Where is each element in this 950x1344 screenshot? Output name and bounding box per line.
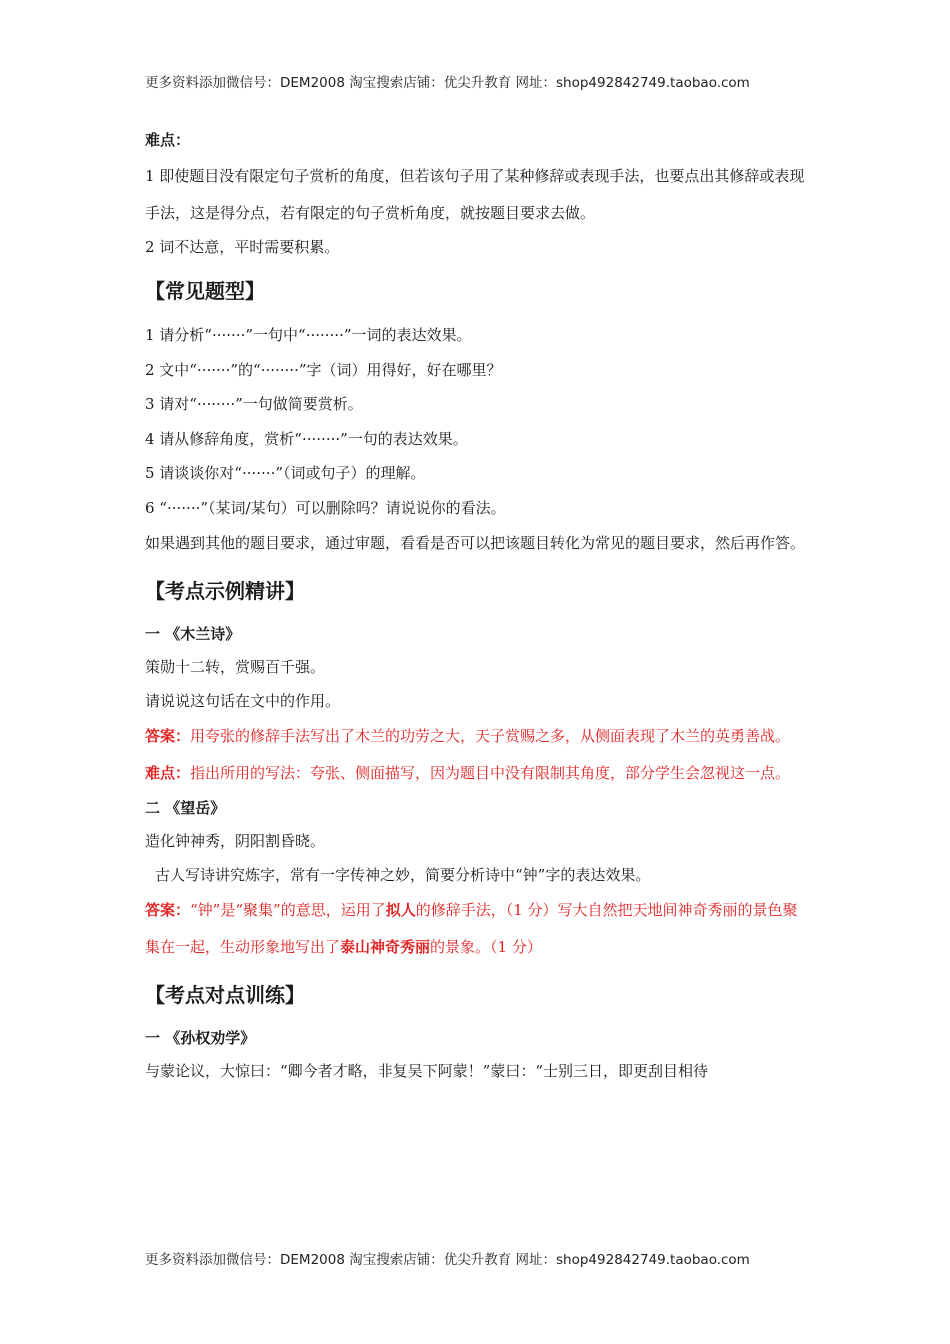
common-types-heading: 【常见题型】 bbox=[145, 279, 265, 303]
training-heading: 【考点对点训练】 bbox=[145, 983, 305, 1007]
answer-label: 答案： bbox=[145, 901, 191, 919]
answer-text: 的修辞手法，（1 分）写大自然把天地间神奇秀丽的景色聚集在一起，生动形象地写出了 bbox=[145, 901, 798, 956]
difficulty-label: 难点： bbox=[145, 764, 191, 782]
common-type-item: 5 请谈谈你对“·······”（词或句子）的理解。 bbox=[145, 464, 426, 482]
examples-heading: 【考点示例精讲】 bbox=[145, 579, 305, 603]
common-types-note: 如果遇到其他的题目要求，通过审题，看看是否可以把该题目转化为常见的题目要求，然后再作答。 bbox=[145, 534, 806, 552]
training-1-title: 一 《孙权劝学》 bbox=[145, 1029, 256, 1047]
answer-emphasis: 泰山神奇秀丽 bbox=[340, 938, 431, 956]
common-type-item: 2 文中“·······”的“········”字（词）用得好，好在哪里？ bbox=[145, 360, 502, 379]
answer-text: “钟”是“聚集”的意思，运用了 bbox=[190, 901, 386, 919]
document-body bbox=[145, 126, 810, 1088]
answer-text: 用夸张的修辞手法写出了木兰的功劳之大，天子赏赐之多，从侧面表现了木兰的英勇善战。 bbox=[190, 727, 791, 745]
example-2-line-2: 古人写诗讲究炼字，常有一字传神之妙，简要分析诗中“钟”字的表达效果。 bbox=[155, 866, 651, 884]
example-2-answer bbox=[145, 892, 810, 966]
example-1-line-2: 请说说这句话在文中的作用。 bbox=[145, 692, 341, 710]
answer-text: 的景象。（1 分） bbox=[430, 938, 542, 956]
common-type-item: 6 “·······”（某词/某句）可以删除吗？请说说你的看法。 bbox=[145, 498, 506, 517]
page-header: 更多资料添加微信号：DEM2008 淘宝搜索店铺：优尖升教育 网址：shop492842749.taobao.com bbox=[145, 75, 750, 91]
difficulty-item-1: 1 即使题目没有限定句子赏析的角度，但若该句子用了某种修辞或表现手法，也要点出其修辞或表现手法，这是得分点，若有限定的句子赏析角度，就按题目要求去做。 bbox=[145, 167, 805, 222]
example-1-line-1: 策勋十二转，赏赐百千强。 bbox=[145, 658, 326, 676]
common-type-item: 4 请从修辞角度，赏析“········”一句的表达效果。 bbox=[145, 429, 468, 448]
example-2-line-1: 造化钟神秀，阴阳割昏晓。 bbox=[145, 832, 326, 850]
example-1-difficulty bbox=[145, 755, 810, 792]
example-2-title: 二 《望岳》 bbox=[145, 799, 226, 817]
training-1-line-1: 与蒙论议，大惊曰：“卿今者才略，非复吴下阿蒙！”蒙曰：“士别三日，即更刮目相待 bbox=[145, 1062, 709, 1080]
answer-label: 答案： bbox=[145, 727, 191, 745]
difficulty-text: 指出所用的写法：夸张、侧面描写，因为题目中没有限制其角度，部分学生会忽视这一点。 bbox=[190, 764, 791, 782]
difficulty-label: 难点： bbox=[145, 131, 191, 149]
common-type-item: 3 请对“········”一句做简要赏析。 bbox=[145, 395, 363, 413]
common-type-item: 1 请分析“·······”一句中“········”一词的表达效果。 bbox=[145, 326, 472, 344]
example-1-title: 一 《木兰诗》 bbox=[145, 625, 241, 643]
answer-emphasis: 拟人 bbox=[385, 901, 416, 919]
page-footer: 更多资料添加微信号：DEM2008 淘宝搜索店铺：优尖升教育 网址：shop492842749.taobao.com bbox=[145, 1252, 750, 1268]
difficulty-item-2: 2 词不达意，平时需要积累。 bbox=[145, 238, 340, 256]
example-1-answer bbox=[145, 718, 810, 755]
